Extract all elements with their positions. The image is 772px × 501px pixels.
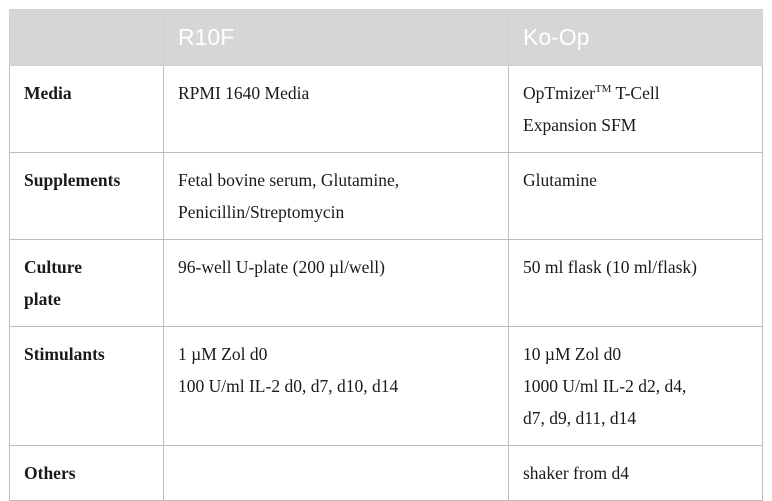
table-row-stimulants	[10, 327, 763, 446]
cell-koop-others	[509, 446, 763, 501]
header-cell-empty	[10, 10, 164, 66]
table-row-supplements	[10, 153, 763, 240]
cell-line: Glutamine	[523, 170, 597, 190]
product-name: OpTmizer	[523, 83, 595, 103]
row-label-others: Others	[10, 446, 164, 501]
cell-koop-supplements	[509, 153, 763, 240]
cell-koop-culture-plate	[509, 240, 763, 327]
cell-koop-stimulants	[509, 327, 763, 446]
comparison-table-container	[9, 9, 762, 501]
cell-line: 96-well U-plate (200 µl/well)	[178, 257, 385, 277]
cell-r10f-culture-plate	[164, 240, 509, 327]
cell-line: 100 U/ml IL-2 d0, d7, d10, d14	[178, 376, 399, 396]
cell-line: d7, d9, d11, d14	[523, 408, 637, 428]
cell-r10f-media	[164, 66, 509, 153]
row-label-media: Media	[10, 66, 164, 153]
table-row-others	[10, 446, 763, 501]
product-suffix: T-Cell	[611, 83, 660, 103]
header-cell-r10f: R10F	[164, 10, 509, 66]
header-cell-koop: Ko-Op	[509, 10, 763, 66]
cell-line: 1000 U/ml IL-2 d2, d4,	[523, 376, 687, 396]
row-label-supplements: Supplements	[10, 153, 164, 240]
culture-protocol-comparison-table	[9, 9, 763, 501]
cell-line	[523, 77, 748, 109]
cell-line: 10 µM Zol d0	[523, 344, 622, 364]
row-label-stimulants: Stimulants	[10, 327, 164, 446]
cell-line: Expansion SFM	[523, 115, 637, 135]
row-label-line: Culture	[24, 257, 83, 277]
table-row-culture-plate	[10, 240, 763, 327]
trademark-superscript: TM	[594, 83, 612, 96]
row-label-line: plate	[24, 289, 61, 309]
cell-line: 50 ml flask (10 ml/flask)	[523, 257, 698, 277]
table-header-row	[10, 10, 763, 66]
cell-line: Fetal bovine serum, Glutamine,	[178, 170, 400, 190]
cell-line: shaker from d4	[523, 463, 629, 483]
cell-line: RPMI 1640 Media	[178, 83, 310, 103]
cell-r10f-supplements	[164, 153, 509, 240]
table-row-media	[10, 66, 763, 153]
cell-line: 1 µM Zol d0	[178, 344, 268, 364]
row-label-culture-plate	[10, 240, 164, 327]
cell-koop-media	[509, 66, 763, 153]
cell-r10f-others	[164, 446, 509, 501]
cell-r10f-stimulants	[164, 327, 509, 446]
cell-line: Penicillin/Streptomycin	[178, 202, 345, 222]
